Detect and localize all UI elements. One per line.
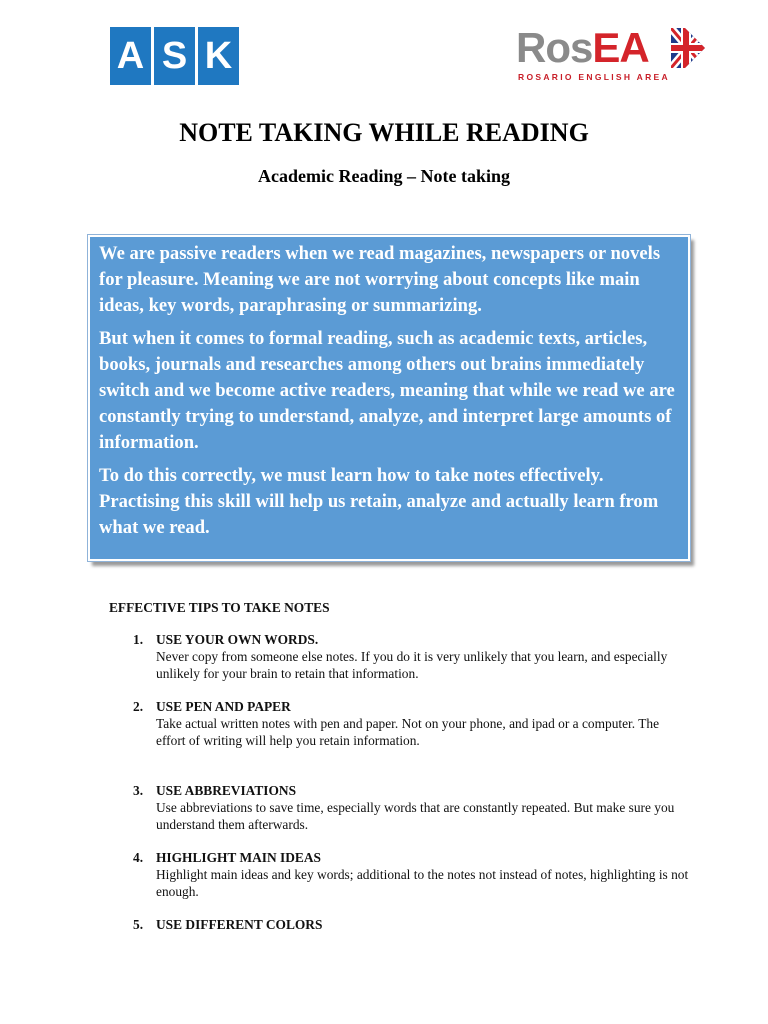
tip-number: 5. xyxy=(133,917,144,932)
tip-item xyxy=(130,698,690,749)
tip-title: USE PEN AND PAPER xyxy=(156,699,291,714)
intro-paragraph: To do this correctly, we must learn how to take notes effectively. Practising this skill will help us retain, analyze and actually learn from what we read. xyxy=(99,465,659,538)
page-title: NOTE TAKING WHILE READING xyxy=(179,118,589,147)
intro-callout-box xyxy=(88,235,690,561)
tip-description: Use abbreviations to save time, especially words that are constantly repeated. But make sure you understand them afterwards. xyxy=(156,800,675,832)
tip-description: Never copy from someone else notes. If you do it is very unlikely that you learn, and especially unlikely for your brain to retain that information. xyxy=(156,649,668,681)
rosea-wordmark-ros: Ros xyxy=(516,24,593,71)
tips-list xyxy=(130,631,690,933)
uk-flag-icon xyxy=(671,28,705,68)
rosea-logo xyxy=(516,26,706,84)
rosea-wordmark xyxy=(516,26,649,70)
tip-number: 3. xyxy=(133,783,144,798)
ask-logo-letter: S xyxy=(154,27,195,85)
tip-title: USE DIFFERENT COLORS xyxy=(156,917,323,932)
tip-description: Highlight main ideas and key words; additional to the notes not instead of notes, highlighting is not enough. xyxy=(156,867,689,899)
ask-logo-letter: K xyxy=(198,27,239,85)
rosea-wordmark-ea: EA xyxy=(592,24,649,71)
page-subtitle: Academic Reading – Note taking xyxy=(258,166,510,186)
tip-item xyxy=(130,782,690,833)
tip-item xyxy=(130,849,690,900)
ask-logo xyxy=(110,27,239,85)
tip-number: 2. xyxy=(133,699,144,714)
tip-item xyxy=(130,916,690,933)
tip-number: 1. xyxy=(133,632,144,647)
tip-number: 4. xyxy=(133,850,144,865)
tip-title: USE ABBREVIATIONS xyxy=(156,783,297,798)
tips-heading: EFFECTIVE TIPS TO TAKE NOTES xyxy=(109,600,330,615)
ask-logo-letter: A xyxy=(110,27,151,85)
rosea-tagline: ROSARIO ENGLISH AREA xyxy=(518,72,670,82)
tip-description: Take actual written notes with pen and paper. Not on your phone, and ipad or a computer. The effort of writing will help you retain information. xyxy=(156,716,660,748)
tip-title: USE YOUR OWN WORDS. xyxy=(156,632,319,647)
tip-title: HIGHLIGHT MAIN IDEAS xyxy=(156,850,321,865)
tip-item xyxy=(130,631,690,682)
intro-paragraph: We are passive readers when we read magazines, newspapers or novels for pleasure. Meaning we are not worrying about concepts like main ideas, key words, paraphrasing or summarizing. xyxy=(99,243,661,316)
intro-paragraph: But when it comes to formal reading, such as academic texts, articles, books, journals and researches among others out brains immediately switch and we become active readers, meaning that while we read we are constantly trying to understand, analyze, and interpret large amounts of information. xyxy=(99,328,675,453)
